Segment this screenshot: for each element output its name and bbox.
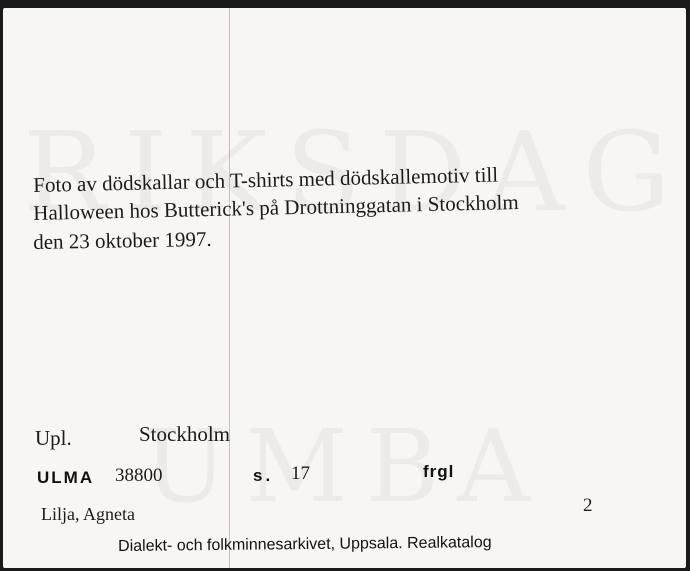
archive-label: ULMA bbox=[37, 468, 95, 487]
page-number: 17 bbox=[291, 463, 310, 484]
description-line-1: Foto av dödskallar och T-shirts med dödskallemotiv till bbox=[33, 162, 499, 197]
catalog-card bbox=[3, 8, 686, 568]
description-line-3: den 23 oktober 1997. bbox=[33, 226, 212, 254]
archive-footer: Dialekt- och folkminnesarkivet, Uppsala. Realkatalog bbox=[118, 534, 492, 555]
card-number: 2 bbox=[583, 495, 593, 516]
recorder-name: Lilja, Agneta bbox=[41, 504, 135, 524]
page-label: s. bbox=[253, 466, 274, 485]
province: Upl. bbox=[35, 426, 72, 450]
place: Stockholm bbox=[139, 422, 231, 446]
description-line-2: Halloween hos Butterick's på Drottninggatan i Stockholm bbox=[33, 189, 519, 225]
category-code: frgl bbox=[423, 462, 455, 481]
archive-number: 38800 bbox=[115, 465, 163, 486]
